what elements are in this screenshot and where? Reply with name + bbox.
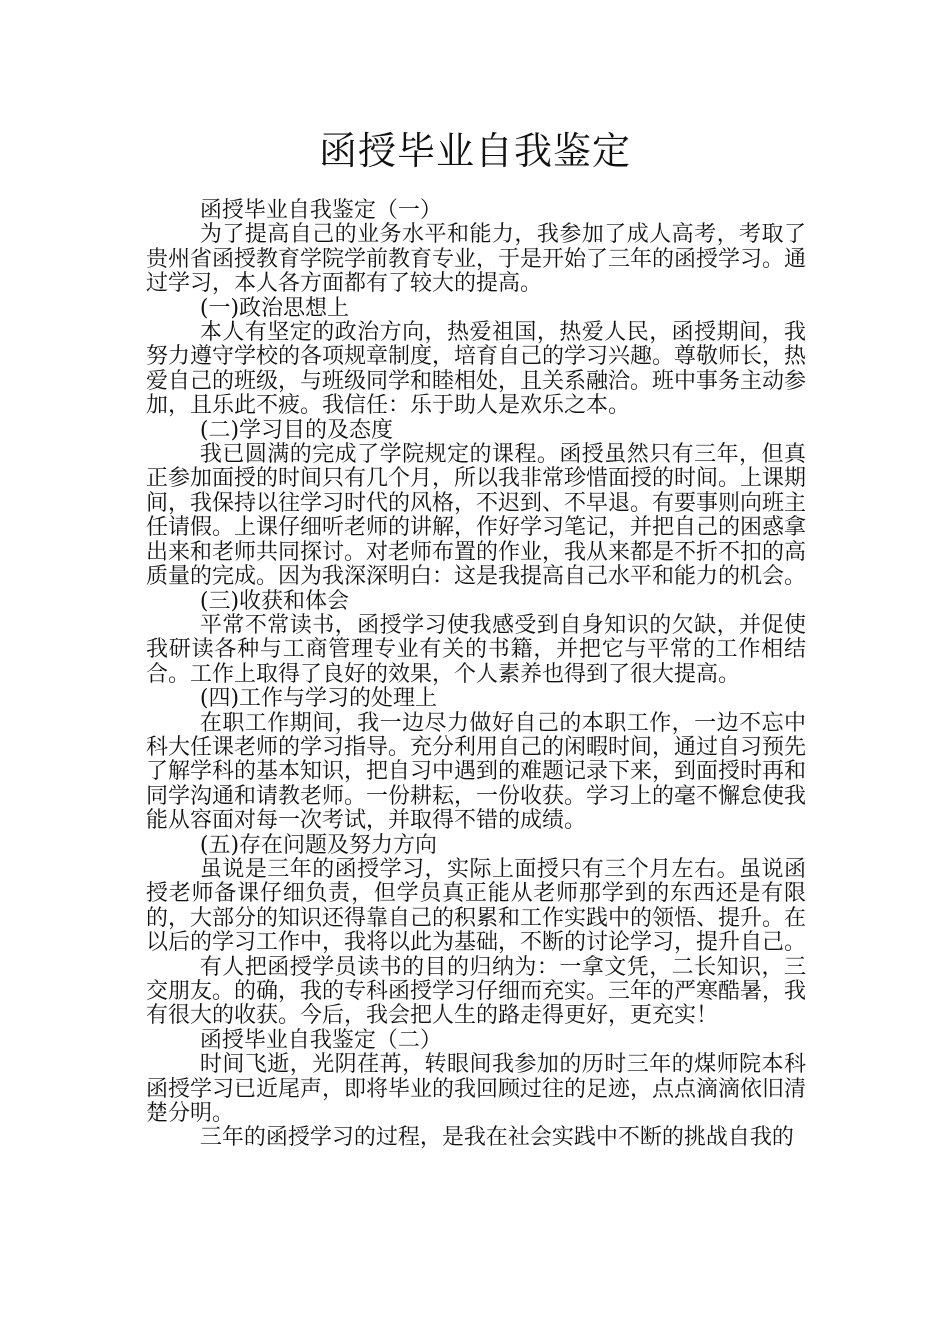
subheading: (四)工作与学习的处理上 <box>199 686 438 712</box>
section-heading-2: 函授毕业自我鉴定（二） <box>199 1027 442 1053</box>
section-heading-1: 函授毕业自我鉴定（一） <box>199 198 442 223</box>
document-body <box>146 199 806 1151</box>
paragraph: 时间飞逝，光阴荏苒，转眼间我参加的历时三年的煤师院本科函授学习已近尾声，即将毕业的我回顾过往的足迹，点点滴滴依旧清楚分明。 <box>146 1052 807 1127</box>
subheading: (五)存在问题及努力方向 <box>199 832 438 858</box>
subheading: (一)政治思想上 <box>199 295 350 321</box>
paragraph: 在职工作期间，我一边尽力做好自己的本职工作，一边不忘中科大任课老师的学习指导。充分利用自己的闲暇时间，通过自习预先了解学科的基本知识，把自习中遇到的难题记录下来，到面授时再和同学沟通和请教老师。一份耕耘，一份收获。学习上的毫不懈怠使我能从容面对每一次考试，并取得不错的成绩。 <box>146 710 807 834</box>
document-title: 函授毕业自我鉴定 <box>318 129 631 173</box>
paragraph: 本人有坚定的政治方向，热爱祖国，热爱人民，函授期间，我努力遵守学校的各项规章制度，培育自己的学习兴趣。尊敬师长，热爱自己的班级，与班级同学和睦相处，且关系融洽。班中事务主动参加，且乐此不疲。我信任：乐于助人是欢乐之本。 <box>146 320 807 419</box>
paragraph: 平常不常读书，函授学习使我感受到自身知识的欠缺，并促使我研读各种与工商管理专业有关的书籍，并把它与平常的工作相结合。工作上取得了良好的效果，个人素养也得到了很大提高。 <box>146 612 806 687</box>
paragraph: 虽说是三年的函授学习，实际上面授只有三个月左右。虽说函授老师备课仔细负责，但学员真正能从老师那学到的东西还是有限的，大部分的知识还得靠自己的积累和工作实践中的领悟、提升。在以后的学习工作中，我将以此为基础，不断的讨论学习，提升自己。 <box>146 856 807 956</box>
paragraph: 我已圆满的完成了学院规定的课程。函授虽然只有三年，但真正参加面授的时间只有几个月，所以我非常珍惜面授的时间。上课期间，我保持以往学习时代的风格，不迟到、不早退。有要事则向班主任请假。上课仔细听老师的讲解，作好学习笔记，并把自己的困惑拿出来和老师共同探讨。对老师布置的作业，我从来都是不折不扣的高质量的完成。因为我深深明白：这是我提高自己水平和能力的机会。 <box>146 442 807 590</box>
paragraph: 为了提高自己的业务水平和能力，我参加了成人高考，考取了贵州省函授教育学院学前教育专业，于是开始了三年的函授学习。通过学习，本人各方面都有了较大的提高。 <box>146 222 807 297</box>
subheading: (二)学习目的及态度 <box>199 417 394 443</box>
subheading: (三)收获和体会 <box>199 588 350 614</box>
paragraph: 有人把函授学员读书的目的归纳为：一拿文凭，二长知识，三交朋友。的确，我的专科函授学习仔细而充实。三年的严寒酷暑，我有很大的收获。今后，我会把人生的路走得更好，更充实！ <box>146 954 807 1029</box>
paragraph: 三年的函授学习的过程，是我在社会实践中不断的挑战自我的 <box>199 1125 794 1151</box>
